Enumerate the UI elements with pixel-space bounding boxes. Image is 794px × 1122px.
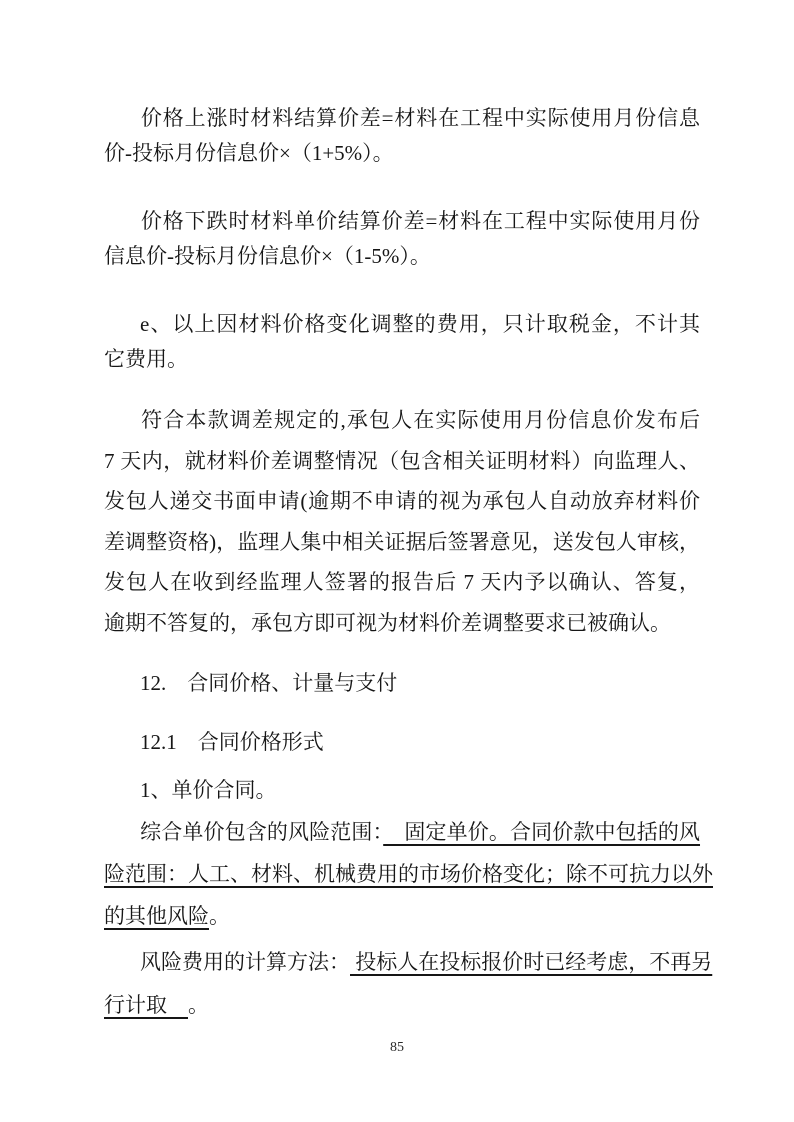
text-line bbox=[104, 400, 700, 441]
text-segment: 12.1 合同价格形式 bbox=[140, 730, 324, 754]
underlined-fill-in-text: 的其他风险 bbox=[104, 904, 209, 928]
text-line bbox=[104, 441, 700, 482]
text-segment: 。 bbox=[188, 993, 209, 1017]
text-segment: 1、单价合同。 bbox=[140, 778, 277, 802]
text-line bbox=[104, 895, 700, 937]
text-line bbox=[104, 811, 700, 853]
text-line bbox=[104, 307, 700, 342]
text-segment: 综合单价包含的风险范围： bbox=[140, 820, 384, 844]
text-line bbox=[104, 136, 700, 171]
text-segment: 12. 合同价格、计量与支付 bbox=[140, 671, 398, 695]
underlined-fill-in-text: 固定单价。合同价款中包括的风 bbox=[383, 820, 701, 844]
paragraph-unit-price-contract bbox=[104, 775, 700, 805]
text-line bbox=[104, 668, 700, 698]
underlined-fill-in-text: 投标人在投标报价时已经考虑，不再另 bbox=[350, 950, 713, 974]
text-segment: e、以上因材料价格变化调整的费用，只计取税金，不计其 bbox=[140, 312, 700, 336]
page-number: 85 bbox=[390, 1040, 404, 1055]
paragraph-price-rise-formula bbox=[104, 101, 700, 171]
text-segment: 风险费用的计算方法： bbox=[140, 950, 350, 974]
text-line bbox=[104, 984, 700, 1027]
text-line bbox=[104, 239, 700, 274]
text-segment: 差调整资格)，监理人集中相关证据后签署意见，送发包人审核， bbox=[104, 529, 700, 554]
text-line bbox=[104, 775, 700, 805]
text-segment: 。 bbox=[209, 904, 230, 928]
paragraph-item-e-tax-only bbox=[104, 307, 700, 377]
text-segment: 信息价-投标月份信息价×（1-5%）。 bbox=[104, 244, 431, 268]
underlined-fill-in-text: 险范围：人工、材料、机械费用的市场价格变化；除不可抗力以外 bbox=[104, 862, 713, 886]
text-line bbox=[104, 603, 700, 644]
text-segment: 发包人在收到经监理人签署的报告后 7 天内予以确认、答复， bbox=[104, 570, 700, 594]
text-segment: 符合本款调差规定的,承包人在实际使用月份信息价发布后 bbox=[140, 408, 700, 432]
text-segment: 价格下跌时材料单价结算价差=材料在工程中实际使用月份 bbox=[140, 209, 700, 233]
text-line bbox=[104, 204, 700, 239]
underlined-fill-in-text: 行计取 bbox=[104, 993, 188, 1017]
text-line bbox=[104, 562, 700, 603]
text-line bbox=[104, 727, 700, 757]
text-segment: 发包人递交书面申请(逾期不申请的视为承包人自动放弃材料价 bbox=[104, 489, 700, 513]
text-line bbox=[104, 522, 700, 563]
text-line bbox=[104, 481, 700, 522]
text-segment: 逾期不答复的，承包方即可视为材料价差调整要求已被确认。 bbox=[104, 610, 671, 635]
text-segment: 7 天内，就材料价差调整情况（包含相关证明材料）向监理人、 bbox=[104, 448, 700, 473]
text-line bbox=[104, 941, 713, 984]
paragraph-risk-fee-method bbox=[104, 941, 713, 1027]
paragraph-risk-scope bbox=[104, 811, 713, 937]
heading-section-12-1 bbox=[104, 727, 700, 757]
text-line bbox=[104, 342, 700, 377]
text-segment: 它费用。 bbox=[104, 347, 188, 371]
paragraph-adjustment-procedure bbox=[104, 400, 700, 643]
text-segment: 价-投标月份信息价×（1+5%）。 bbox=[104, 141, 394, 165]
text-segment: 价格上涨时材料结算价差=材料在工程中实际使用月份信息 bbox=[140, 106, 700, 130]
text-line bbox=[104, 853, 713, 895]
heading-section-12 bbox=[104, 668, 700, 698]
paragraph-price-fall-formula bbox=[104, 204, 700, 274]
text-line bbox=[104, 101, 700, 136]
